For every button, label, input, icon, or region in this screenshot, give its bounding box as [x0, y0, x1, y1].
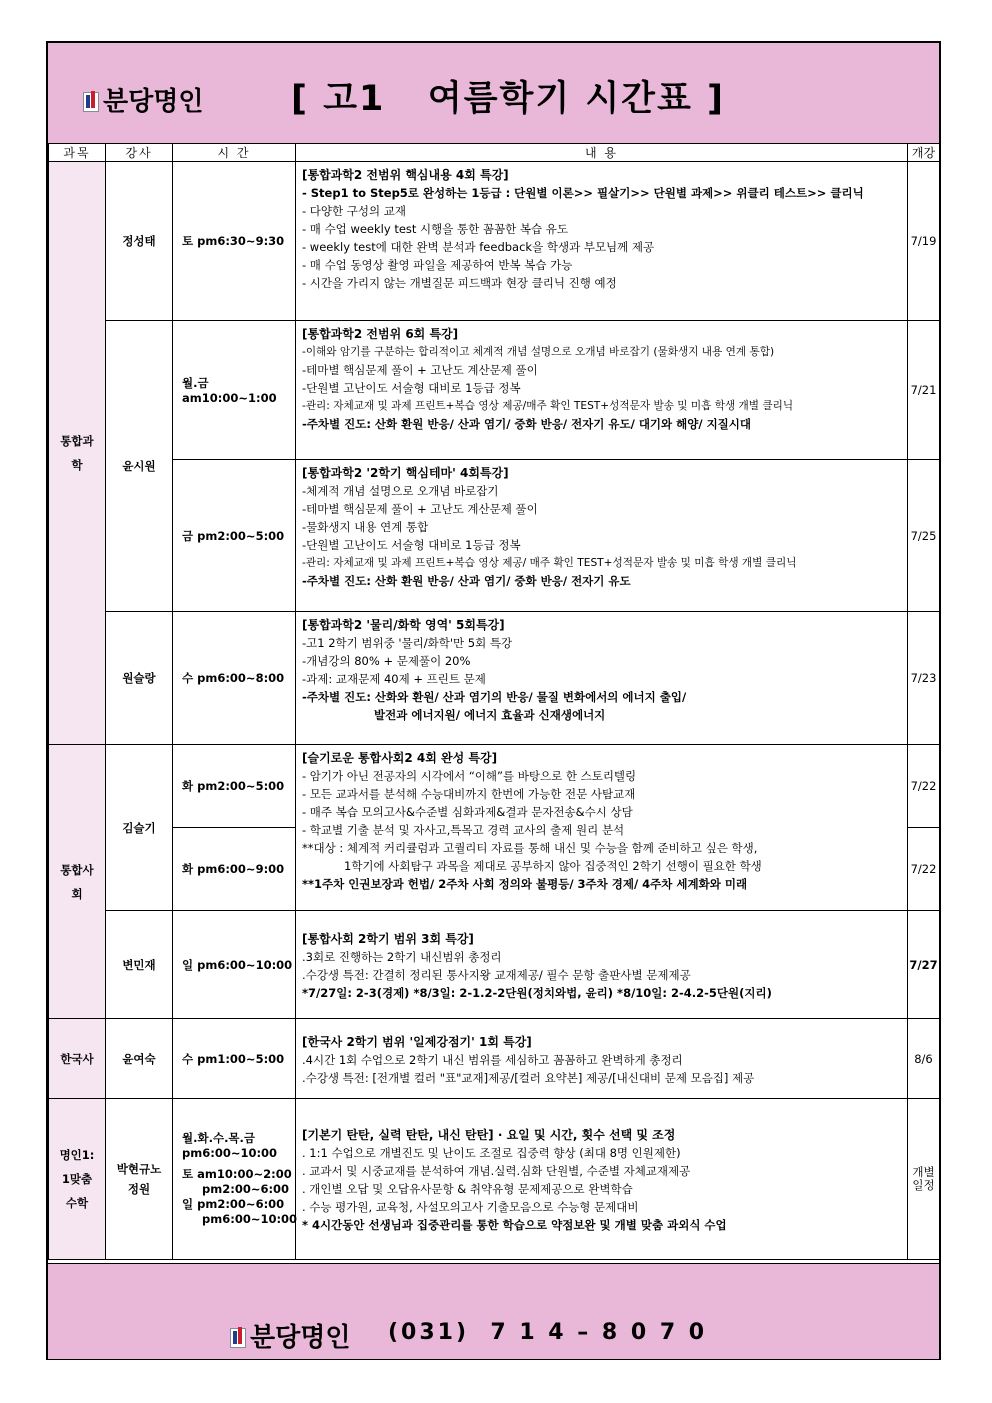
content-line: - 모든 교과서를 분석해 수능대비까지 한번에 가능한 전문 사탐교재 [302, 787, 636, 801]
content-cell [296, 321, 908, 460]
table-row [49, 321, 940, 460]
content-line: -이해와 암기를 구분하는 합리적이고 체계적 개념 설명으로 오개념 바로잡기 (물화생지 내용 연계 통합) [302, 346, 775, 358]
footer-brand: 분당명인 [250, 1323, 351, 1353]
start-date: 7/19 [908, 162, 940, 321]
content-cell [296, 911, 908, 1019]
col-start: 개강 [908, 144, 940, 162]
time-cell [173, 1099, 296, 1260]
col-teacher: 강사 [106, 144, 173, 162]
content-line: .4시간 1회 수업으로 2학기 내신 범위를 세심하고 꼼꼼하고 완벽하게 총정리 [302, 1052, 683, 1067]
table-row [49, 911, 940, 1019]
course-title: [통합과학2 '물리/화학 영역' 5회특강] [302, 618, 505, 632]
start-date: 8/6 [908, 1019, 940, 1099]
content-cell [296, 460, 908, 612]
content-line: -고1 2학기 범위중 '물리/화학'만 5회 특강 [302, 636, 513, 650]
time-line: am10:00~1:00 [182, 391, 277, 405]
content-line: - Step1 to Step5로 완성하는 1등급 : 단원별 이론>> 필살기>> 단원별 과제>> 위클리 테스트>> 클리닉 [302, 186, 864, 200]
content-line: -주차별 진도: 산화와 환원/ 산과 염기의 반응/ 물질 변화에서의 에너지 출입/ [302, 690, 687, 704]
start-date: 7/22 [908, 828, 940, 911]
course-title: [통합과학2 전범위 6회 특강] [302, 327, 459, 341]
content-line: - weekly test에 대한 완벽 분석과 feedback을 학생과 부모님께 제공 [302, 240, 655, 254]
content-line: . 교과서 및 시중교재를 분석하여 개념.실력.심화 단원별, 수준별 자체교재제공 [302, 1164, 691, 1178]
subject-label: 통합사회 [60, 862, 94, 901]
time-line: 일 pm2:00~6:00 [182, 1197, 285, 1211]
time-line: pm6:00~10:00 [182, 1146, 278, 1160]
subject-cell [49, 162, 106, 745]
course-title: [통합사회 2학기 범위 3회 특강] [302, 931, 474, 946]
table-row [49, 1099, 940, 1260]
content-cell [296, 612, 908, 745]
start-date: 7/22 [908, 745, 940, 828]
teacher-cell: 변민재 [106, 911, 173, 1019]
footer-logo [230, 1317, 350, 1354]
content-line: 1학기에 사회탐구 과목을 제대로 공부하지 않아 집중적인 2학기 선행이 필요한 학생 [344, 859, 762, 873]
col-content: 내 용 [296, 144, 908, 162]
content-cell [296, 1019, 908, 1099]
start-label: 개별일정 [912, 1165, 935, 1192]
teacher-label: 박현규노정원 [116, 1162, 162, 1196]
subject-label: 통합과학 [60, 434, 94, 472]
logo-mark-icon [230, 1325, 248, 1347]
content-line: -과제: 교재문제 40제 + 프린트 문제 [302, 672, 486, 686]
teacher-cell: 윤여숙 [106, 1019, 173, 1099]
content-cell [296, 162, 908, 321]
course-title: [통합과학2 '2학기 핵심테마' 4회특강] [302, 466, 509, 480]
content-line: - 매주 복습 모의고사&수준별 심화과제&결과 문자전송&수시 상담 [302, 805, 633, 819]
time-line: 월.금 [182, 376, 209, 390]
time-line: 월.화.수.목.금 [182, 1131, 256, 1145]
table-row [49, 612, 940, 745]
table-row [49, 162, 940, 321]
content-line: **1주차 인권보장과 헌법/ 2주차 사회 정의와 불평등/ 3주차 경제/ 4주차 세계화와 미래 [302, 877, 748, 891]
course-title: [기본기 탄탄, 실력 탄탄, 내신 탄탄] · 요일 및 시간, 횟수 선택 및 조정 [302, 1128, 676, 1142]
footer-band [48, 1263, 939, 1359]
content-line: -체계적 개념 설명으로 오개념 바로잡기 [302, 484, 499, 498]
header-band [48, 43, 939, 143]
col-time: 시 간 [173, 144, 296, 162]
timetable [48, 143, 940, 1260]
content-line: - 매 수업 weekly test 시행을 통한 꼼꼼한 복습 유도 [302, 222, 568, 236]
content-line: - 시간을 가리지 않는 개별질문 피드백과 현장 클리닉 진행 예정 [302, 276, 617, 290]
phone-number: (031) 7 1 4 – 8 0 7 0 [388, 1320, 708, 1345]
content-line: .3회로 진행하는 2학기 내신범위 총정리 [302, 949, 502, 964]
course-title: [슬기로운 통합사회2 4회 완성 특강] [302, 751, 498, 765]
content-line: -관리: 자체교재 및 과제 프린트+복습 영상 제공/매주 확인 TEST+성적문자 발송 및 미흡 학생 개별 클리닉 [302, 400, 794, 412]
content-line: -테마별 핵심문제 풀이 + 고난도 계산문제 풀이 [302, 363, 538, 377]
content-line: . 1:1 수업으로 개별진도 및 난이도 조절로 집중력 향상 (최대 8명 인원제한) [302, 1146, 681, 1160]
content-line: . 개인별 오답 및 오답유사문항 & 취약유형 문제제공으로 완벽학습 [302, 1182, 633, 1196]
teacher-cell: 윤시원 [106, 321, 173, 612]
content-line: 발전과 에너지원/ 에너지 효율과 신재생에너지 [374, 708, 606, 722]
start-date [908, 1099, 940, 1260]
start-date: 7/21 [908, 321, 940, 460]
content-cell [296, 745, 908, 911]
content-line: .수강생 특전: 간결히 정리된 통사지왕 교재제공/ 필수 문항 출판사별 문제제공 [302, 967, 691, 982]
table-row [49, 1019, 940, 1099]
time-cell: 화 pm6:00~9:00 [173, 828, 296, 911]
page-title: [ 고1 여름학기 시간표 ] [291, 79, 725, 119]
subject-label: 명인1:1맞춤수학 [59, 1148, 95, 1210]
time-cell: 화 pm2:00~5:00 [173, 745, 296, 828]
time-line: 토 am10:00~2:00 [182, 1167, 292, 1181]
time-cell [173, 321, 296, 460]
header-brand: 분당명인 [103, 87, 204, 117]
content-line: -주차별 진도: 산화 환원 반응/ 산과 염기/ 중화 반응/ 전자기 유도 [302, 574, 631, 588]
timetable-frame [46, 41, 941, 1360]
content-line: -테마별 핵심문제 풀이 + 고난도 계산문제 풀이 [302, 502, 538, 516]
content-line: -물화생지 내용 연계 통합 [302, 520, 429, 534]
content-line: * 4시간동안 선생님과 집중관리를 통한 학습으로 약점보완 및 개별 맞춤 과외식 수업 [302, 1218, 727, 1232]
header-logo [83, 81, 203, 118]
course-title: [한국사 2학기 범위 '일제강점기' 1회 특강] [302, 1034, 532, 1049]
start-date: 7/25 [908, 460, 940, 612]
content-line: .수강생 특전: [전개별 컬러 "표"교재]제공/[컬러 요약본] 제공/[내신대비 문제 모음집] 제공 [302, 1070, 755, 1085]
header-row [49, 144, 940, 162]
time-cell: 수 pm1:00~5:00 [173, 1019, 296, 1099]
time-line: pm6:00~10:00 [202, 1212, 298, 1226]
content-line: -관리: 자체교재 및 과제 프린트+복습 영상 제공/ 매주 확인 TEST+성적문자 발송 및 미흡 학생 개별 클리닉 [302, 557, 797, 569]
content-cell [296, 1099, 908, 1260]
time-line: pm2:00~6:00 [202, 1182, 290, 1196]
logo-mark-icon [83, 89, 101, 111]
time-cell: 일 pm6:00~10:00 [173, 911, 296, 1019]
start-date: 7/27 [908, 911, 940, 1019]
time-cell: 금 pm2:00~5:00 [173, 460, 296, 612]
content-line: - 학교별 기출 분석 및 자사고,특목고 경력 교사의 출제 원리 분석 [302, 823, 625, 837]
content-line: - 다양한 구성의 교재 [302, 204, 406, 218]
content-line: -개념강의 80% + 문제풀이 20% [302, 654, 471, 668]
time-cell: 수 pm6:00~8:00 [173, 612, 296, 745]
time-cell: 토 pm6:30~9:30 [173, 162, 296, 321]
table-row [49, 745, 940, 828]
subject-cell: 한국사 [49, 1019, 106, 1099]
subject-cell [49, 1099, 106, 1260]
content-line: *7/27일: 2-3(경제) *8/3일: 2-1.2-2단원(정치와법, 윤리) *8/10일: 2-4.2-5단원(지리) [302, 985, 772, 1000]
table-row [49, 460, 940, 612]
content-line: - 매 수업 동영상 촬영 파일을 제공하여 반복 복습 가능 [302, 258, 573, 272]
teacher-cell [106, 1099, 173, 1260]
content-line: . 수능 평가원, 교육청, 사설모의고사 기출모음으로 수능형 문제대비 [302, 1200, 639, 1214]
content-line: -단원별 고난이도 서술형 대비로 1등급 정복 [302, 381, 521, 395]
teacher-cell: 김슬기 [106, 745, 173, 911]
content-line: - 암기가 아닌 전공자의 시각에서 “이해”를 바탕으로 한 스토리텔링 [302, 769, 637, 783]
teacher-cell: 정성태 [106, 162, 173, 321]
course-title: [통합과학2 전범위 핵심내용 4회 특강] [302, 168, 509, 182]
teacher-cell: 원슬랑 [106, 612, 173, 745]
subject-cell [49, 745, 106, 1019]
col-subject: 과목 [49, 144, 106, 162]
content-line: **대상 : 체계적 커리큘럼과 고퀄리티 자료를 통해 내신 및 수능을 함께 준비하고 싶은 학생, [302, 841, 758, 855]
content-line: -단원별 고난이도 서술형 대비로 1등급 정복 [302, 538, 521, 552]
start-date: 7/23 [908, 612, 940, 745]
content-line: -주차별 진도: 산화 환원 반응/ 산과 염기/ 중화 반응/ 전자기 유도/ 대기와 해양/ 지질시대 [302, 417, 752, 431]
